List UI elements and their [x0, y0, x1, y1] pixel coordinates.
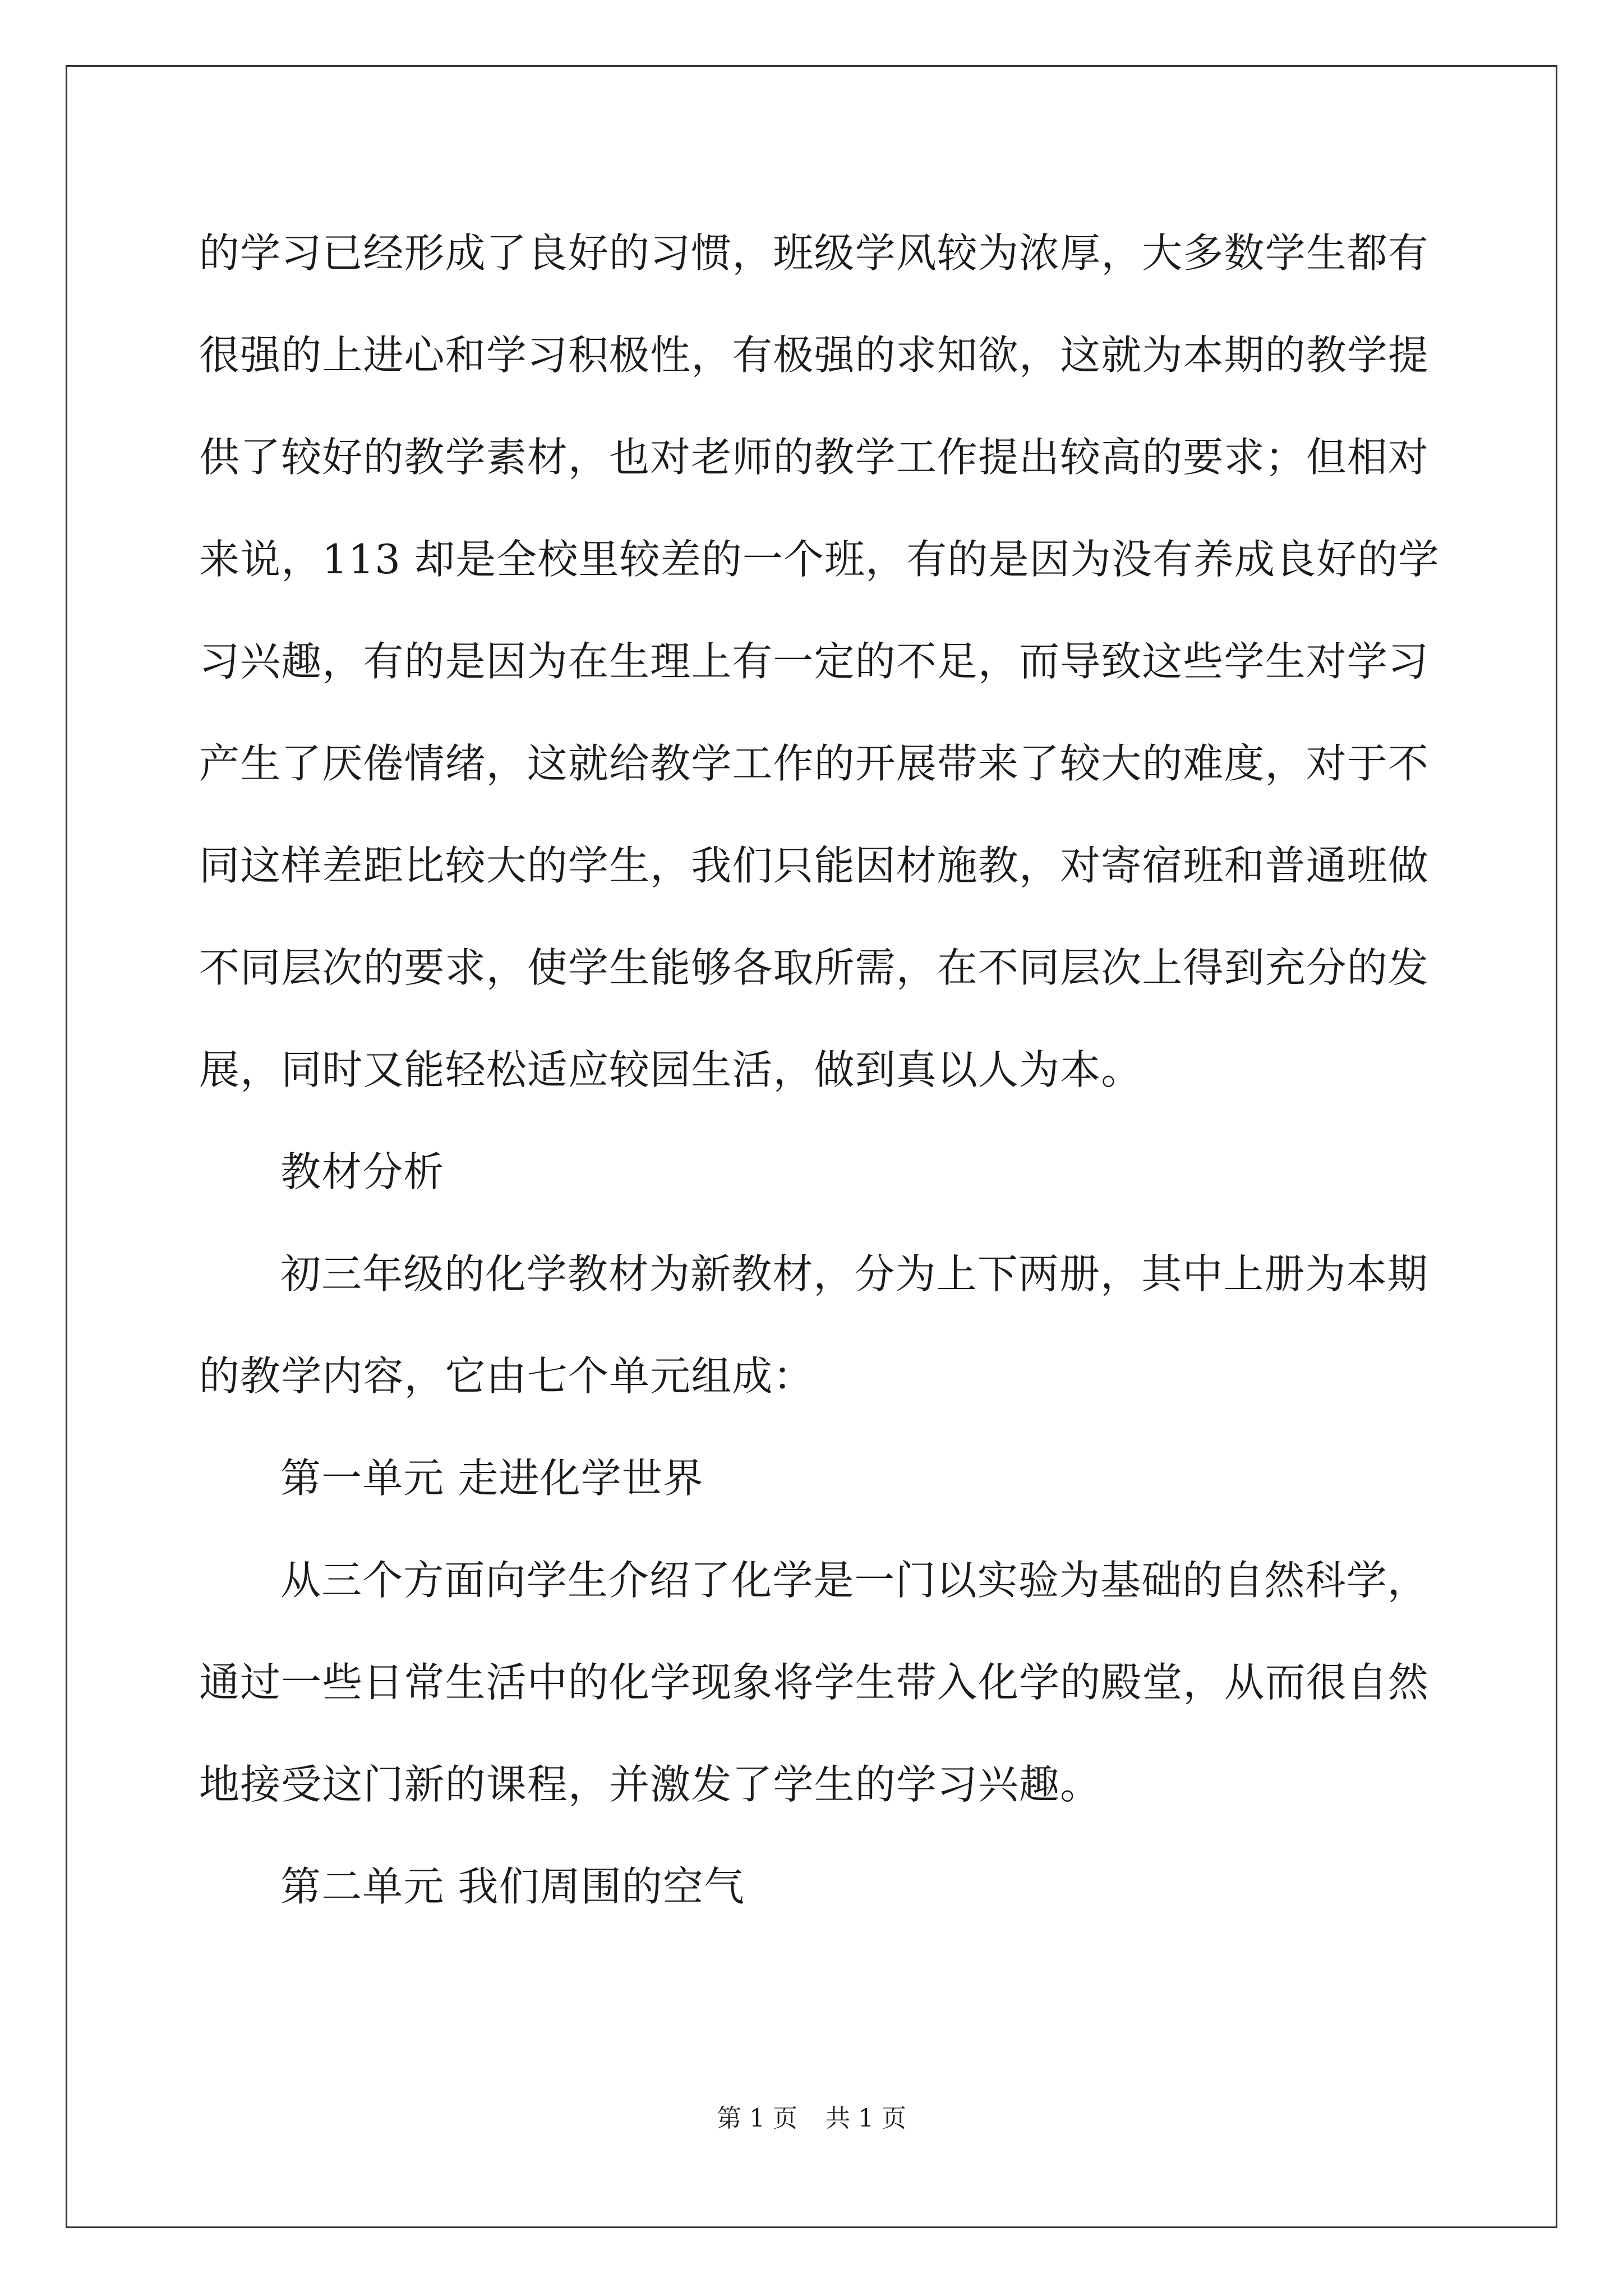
text-line: 从三个方面向学生介绍了化学是一门以实验为基础的自然科学， [280, 1557, 1428, 1604]
unit-heading: 第一单元 走进化学世界 [280, 1455, 704, 1502]
page-number: 第 1 页 [717, 2104, 797, 2133]
text-line: 产生了厌倦情绪，这就给教学工作的开展带来了较大的难度，对于不 [199, 740, 1430, 787]
document-body [199, 202, 1440, 1938]
text-line: 同这样差距比较大的学生，我们只能因材施教，对寄宿班和普通班做 [199, 842, 1430, 889]
text-line: 初三年级的化学教材为新教材，分为上下两册，其中上册为本期 [280, 1250, 1428, 1297]
text-line: 的教学内容，它由七个单元组成： [199, 1352, 814, 1400]
text-line: 来说，113 却是全校里较差的一个班，有的是因为没有养成良好的学 [199, 536, 1440, 583]
text-line: 展，同时又能轻松适应较园生活，做到真以人为本。 [199, 1046, 1142, 1093]
text-line: 供了较好的教学素材，也对老师的教学工作提出较高的要求；但相对 [199, 434, 1430, 481]
page-footer [0, 2098, 1623, 2134]
text-line: 很强的上进心和学习积极性，有极强的求知欲，这就为本期的教学提 [199, 332, 1430, 379]
text-line: 不同层次的要求，使学生能够各取所需，在不同层次上得到充分的发 [199, 944, 1430, 991]
page-total: 共 1 页 [826, 2104, 906, 2133]
unit-heading: 第二单元 我们周围的空气 [280, 1863, 745, 1910]
text-line: 通过一些日常生活中的化学现象将学生带入化学的殿堂，从而很自然 [199, 1659, 1430, 1706]
text-line: 习兴趣，有的是因为在生理上有一定的不足，而导致这些学生对学习 [199, 638, 1430, 685]
body-text [199, 202, 1440, 1938]
text-line: 的学习已经形成了良好的习惯，班级学风较为浓厚，大多数学生都有 [199, 229, 1430, 277]
text-line: 地接受这门新的课程，并激发了学生的学习兴趣。 [199, 1761, 1101, 1808]
section-heading: 教材分析 [280, 1148, 445, 1195]
